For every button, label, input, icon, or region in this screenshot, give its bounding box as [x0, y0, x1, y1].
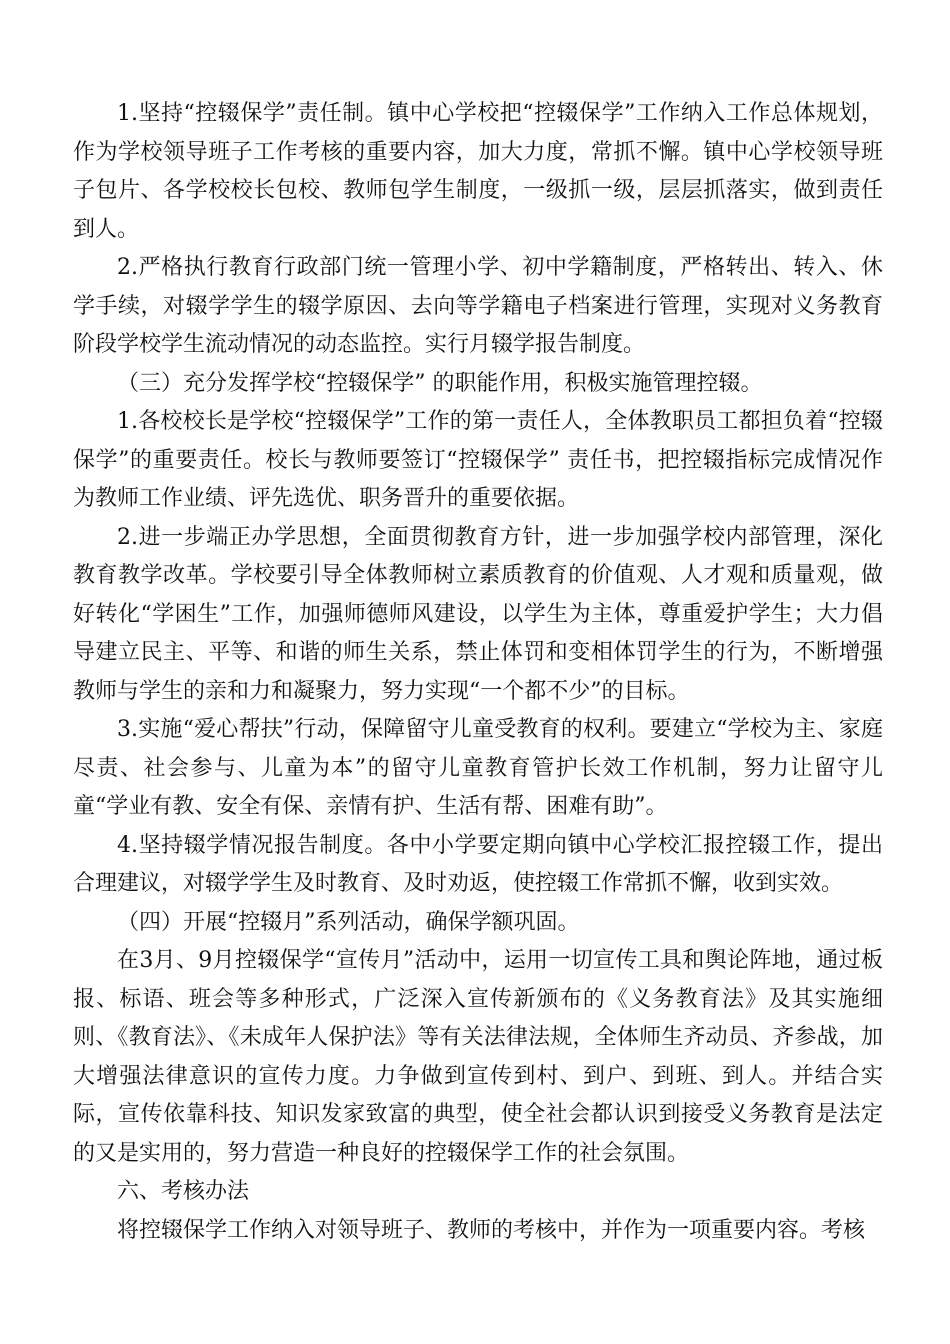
section-heading-3: （三）充分发挥学校“控辍保学” 的职能作用，积极实施管理控辍。: [117, 370, 763, 396]
paragraph-assessment: 将控辍保学工作纳入对领导班子、教师的考核中，并作为一项重要内容。考核: [117, 1217, 866, 1243]
paragraph-publicity-month: 在3月、9月控辍保学“宣传月”活动中，运用一切宣传工具和舆论阵地，通过板报、标语、班会等多种形式，广泛深入宣传新颁布的《义务教育法》及其实施细则、《教育法》、《未成年人保护法》等有关法律法规，全体师生齐动员、齐参战，加大增强法律意识的宣传力度。力争做到宣传到村、到户、到班、到人。并结合实际，宣传依靠科技、知识发家致富的典型，使全社会都认识到接受义务教育是法定的又是实用的，努力营造一种良好的控辍保学工作的社会氛围。: [73, 948, 883, 1166]
section-heading-6: 六、考核办法: [117, 1179, 250, 1204]
section-heading-4: （四）开展“控辍月”系列活动，确保学额巩固。: [117, 909, 580, 935]
paragraph-enrollment-management: 2.严格执行教育行政部门统一管理小学、初中学籍制度，严格转出、转入、休学手续，对辍学学生的辍学原因、去向等学籍电子档案进行管理，实现对义务教育阶段学校学生流动情况的动态监控。实行月辍学报告制度。: [73, 255, 883, 357]
paragraph-school-reform: 2.进一步端正办学思想，全面贯彻教育方针，进一步加强学校内部管理，深化教育教学改革。学校要引导全体教师树立素质教育的价值观、人才观和质量观，做好转化“学困生”工作，加强师德师风建设，以学生为主体，尊重爱护学生；大力倡导建立民主、平等、和谐的师生关系，禁止体罚和变相体罚学生的行为，不断增强教师与学生的亲和力和凝聚力，努力实现“一个都不少”的目标。: [73, 524, 883, 704]
paragraph-responsibility-system: 1.坚持“控辍保学”责任制。镇中心学校把“控辍保学”工作纳入工作总体规划，作为学校领导班子工作考核的重要内容，加大力度，常抓不懈。镇中心学校领导班子包片、各学校校长包校、教师包学生制度，一级抓一级，层层抓落实，做到责任到人。: [73, 101, 883, 242]
paragraph-dropout-report: 4.坚持辍学情况报告制度。各中小学要定期向镇中心学校汇报控辍工作，提出合理建议，对辍学学生及时教育、及时劝返，使控辍工作常抓不懈，收到实效。: [73, 832, 883, 896]
paragraph-care-support: 3.实施“爱心帮扶”行动，保障留守儿童受教育的权利。要建立“学校为主、家庭尽责、社会参与、儿童为本”的留守儿童教育管护长效工作机制，努力让留守儿童“学业有教、安全有保、亲情有护、生活有帮、困难有助”。: [73, 717, 883, 819]
document-body: [73, 95, 883, 1250]
paragraph-principal-responsibility: 1.各校校长是学校“控辍保学”工作的第一责任人，全体教职员工都担负着“控辍保学”的重要责任。校长与教师要签订“控辍保学” 责任书，把控辍指标完成情况作为教师工作业绩、评先选优、职务晋升的重要依据。: [73, 409, 883, 511]
